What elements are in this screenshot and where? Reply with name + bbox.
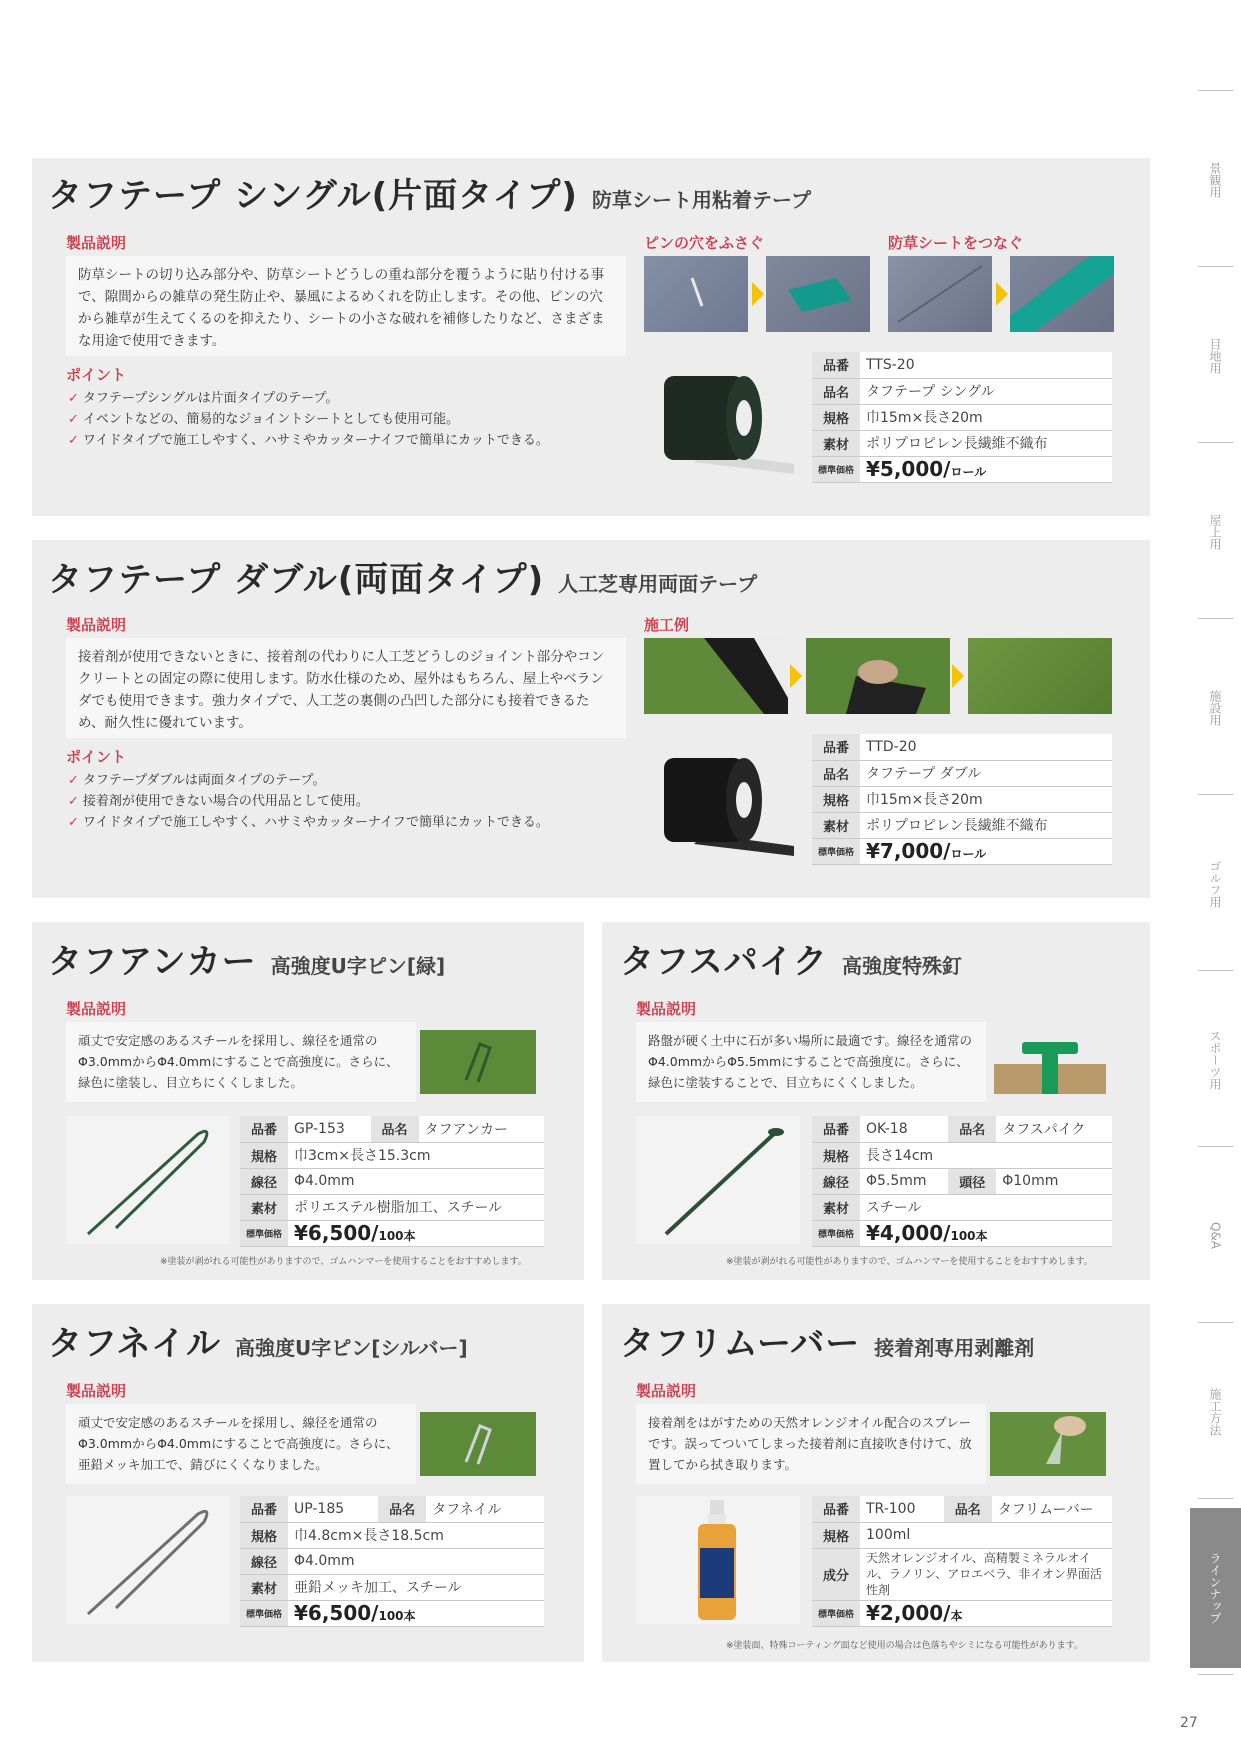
sidebar-divider xyxy=(1198,1498,1233,1499)
gp-grass-photo xyxy=(420,1030,536,1094)
spec-key: 素材 xyxy=(240,1574,288,1600)
ok-desc-label: 製品説明 xyxy=(636,1000,697,1018)
spec-key: 線径 xyxy=(240,1168,288,1194)
product-material: ポリプロピレン長繊維不織布 xyxy=(860,430,1112,456)
product-wire-diameter: Φ4.0mm xyxy=(288,1168,544,1194)
ttd-title: タフテープ ダブル(両面タイプ) xyxy=(48,560,545,600)
sheet-pin-photo xyxy=(644,256,748,332)
sidebar-divider xyxy=(1198,794,1233,795)
turf-tape-photo-3 xyxy=(968,638,1112,714)
sidebar-item-landscape[interactable]: 景観用 xyxy=(1208,162,1222,198)
gp-description: 頑丈で安定感のあるスチールを採用し、線径を通常のΦ3.0mmからΦ4.0mmにすることで高強度に。さらに、緑色に塗装し、目立ちにくくしました。 xyxy=(66,1022,416,1102)
tape-roll-graphic xyxy=(644,352,798,480)
category-sidebar xyxy=(1190,0,1241,1755)
up-pin-photo xyxy=(66,1496,230,1624)
pin-hole-graphic xyxy=(644,256,748,332)
up-subtitle: 高強度U字ピン[シルバー] xyxy=(234,1336,468,1360)
spray-graphic xyxy=(990,1412,1106,1476)
up-spec-table xyxy=(240,1496,544,1627)
sidebar-item-golf[interactable]: ゴルフ用 xyxy=(1208,860,1222,908)
spec-key: 標準価格 xyxy=(812,1220,860,1246)
spec-key: 品名 xyxy=(948,1116,996,1142)
tts-photo-label-2: 防草シートをつなぐ xyxy=(888,234,1024,252)
tape-over-seam-photo xyxy=(1010,256,1114,332)
product-name: タフリムーバー xyxy=(992,1496,1112,1522)
price-value: ¥6,500/ xyxy=(294,1221,379,1245)
product-code: GP-153 xyxy=(288,1116,371,1142)
product-wire-diameter: Φ5.5mm xyxy=(860,1168,948,1194)
ok-subtitle: 高強度特殊釘 xyxy=(841,954,962,978)
sidebar-item-lineup[interactable]: ラインナップ xyxy=(1190,1508,1241,1668)
turf-tape-photo-2 xyxy=(806,638,950,714)
price-value: ¥5,000/ xyxy=(866,457,951,481)
tr-spray-photo xyxy=(990,1412,1106,1476)
tr-subtitle: 接着剤専用剥離剤 xyxy=(874,1336,1035,1360)
product-price xyxy=(860,1220,1112,1246)
sidebar-item-installation[interactable]: 施工方法 xyxy=(1208,1388,1222,1436)
spec-key: 規格 xyxy=(812,786,860,812)
spec-key: 線径 xyxy=(240,1548,288,1574)
ttd-points xyxy=(68,770,628,833)
spec-key: 品名 xyxy=(812,378,860,404)
product-size: 巾15m×長さ20m xyxy=(860,404,1112,430)
spec-key: 規格 xyxy=(812,1522,860,1548)
price-value: ¥4,000/ xyxy=(866,1221,951,1245)
arrow-icon xyxy=(996,282,1008,306)
price-value: ¥6,500/ xyxy=(294,1601,379,1625)
gp-title: タフアンカー xyxy=(48,942,257,982)
arrow-icon xyxy=(952,664,964,688)
sidebar-item-sports[interactable]: スポーツ用 xyxy=(1208,1030,1222,1090)
sidebar-item-qa[interactable]: Q&A xyxy=(1208,1222,1223,1250)
page-number: 27 xyxy=(1180,1715,1198,1731)
spec-key: 品番 xyxy=(812,734,860,760)
product-wire-diameter: Φ4.0mm xyxy=(288,1548,544,1574)
sidebar-divider xyxy=(1198,970,1233,971)
tape-roll-graphic xyxy=(644,734,798,862)
spec-key: 素材 xyxy=(812,430,860,456)
spec-key: 品番 xyxy=(240,1116,288,1142)
gp-pin-photo xyxy=(66,1116,230,1244)
ok-note: ※塗装が剥がれる可能性がありますので、ゴムハンマーを使用することをおすすめします。 xyxy=(726,1257,1093,1267)
sidebar-divider xyxy=(1198,1322,1233,1323)
product-material: 亜鉛メッキ加工、スチール xyxy=(288,1574,544,1600)
product-code: TR-100 xyxy=(860,1496,944,1522)
ttd-point: ✓ タフテープダブルは両面タイプのテープ。 xyxy=(68,770,628,791)
u-pin-graphic xyxy=(66,1116,230,1244)
product-size: 100ml xyxy=(860,1522,1112,1548)
up-title-row xyxy=(48,1316,468,1365)
spec-key: 標準価格 xyxy=(812,1600,860,1626)
spec-key: 頭径 xyxy=(948,1168,996,1194)
spec-key: 素材 xyxy=(812,1194,860,1220)
product-name: タフアンカー xyxy=(419,1116,545,1142)
spec-key: 品名 xyxy=(944,1496,992,1522)
up-title: タフネイル xyxy=(48,1324,221,1364)
spike-ground-graphic xyxy=(990,1024,1110,1096)
product-price xyxy=(860,838,1112,864)
tr-spec-table xyxy=(812,1496,1112,1627)
spec-key: 線径 xyxy=(812,1168,860,1194)
up-description: 頑丈で安定感のあるスチールを採用し、線径を通常のΦ3.0mmからΦ4.0mmにすることで高強度に。さらに、亜鉛メッキ加工で、錆びにくくなりました。 xyxy=(66,1404,416,1484)
sidebar-divider xyxy=(1198,1146,1233,1147)
product-head-diameter: Φ10mm xyxy=(996,1168,1112,1194)
seam-graphic xyxy=(888,256,992,332)
tr-description: 接着剤をはがすための天然オレンジオイル配合のスプレーです。誤ってついてしまった接着剤に直接吹き付けて、放置してから拭き取ります。 xyxy=(636,1404,986,1484)
spec-key: 規格 xyxy=(240,1142,288,1168)
product-price xyxy=(288,1600,544,1626)
ok-spike-diagram xyxy=(990,1024,1110,1096)
gp-spec-table xyxy=(240,1116,544,1247)
sidebar-item-rooftop[interactable]: 屋上用 xyxy=(1208,514,1222,550)
product-code: OK-18 xyxy=(860,1116,948,1142)
product-name: タフテープ ダブル xyxy=(860,760,1112,786)
tts-roll-photo xyxy=(644,352,798,480)
sidebar-item-joint[interactable]: 目地用 xyxy=(1208,338,1222,374)
product-name: タフスパイク xyxy=(996,1116,1112,1142)
spec-key: 素材 xyxy=(240,1194,288,1220)
tts-title-row xyxy=(48,168,811,217)
sidebar-divider xyxy=(1198,1674,1233,1675)
product-material: ポリプロピレン長繊維不織布 xyxy=(860,812,1112,838)
spec-key: 標準価格 xyxy=(240,1220,288,1246)
spec-key: 品名 xyxy=(371,1116,419,1142)
spike-graphic xyxy=(636,1116,800,1244)
tts-spec-table xyxy=(812,352,1112,483)
gp-desc-label: 製品説明 xyxy=(66,1000,127,1018)
tr-title-row xyxy=(620,1316,1034,1365)
spec-key: 品番 xyxy=(812,1116,860,1142)
gp-title-row xyxy=(48,934,445,983)
product-size: 巾15m×長さ20m xyxy=(860,786,1112,812)
tts-desc-label: 製品説明 xyxy=(66,234,127,252)
tts-point: ✓ イベントなどの、簡易的なジョイントシートとしても使用可能。 xyxy=(68,409,628,430)
sidebar-divider xyxy=(1198,618,1233,619)
ttd-spec-table xyxy=(812,734,1112,865)
sidebar-item-facility[interactable]: 施設用 xyxy=(1208,690,1222,726)
price-unit: 100本 xyxy=(378,1609,416,1623)
product-material: スチール xyxy=(860,1194,1112,1220)
spec-key: 品名 xyxy=(812,760,860,786)
silver-pin-graphic xyxy=(420,1412,536,1476)
spec-key: 品番 xyxy=(812,352,860,378)
tts-title: タフテープ シングル(片面タイプ) xyxy=(48,176,578,216)
tr-note: ※塗装面、特殊コーティング面など使用の場合は色落ちやシミになる可能性があります。 xyxy=(726,1641,1083,1651)
product-ingredients: 天然オレンジオイル、高精製ミネラルオイル、ラノリン、アロエベラ、非イオン界面活性剤 xyxy=(860,1548,1112,1600)
ttd-title-row xyxy=(48,552,757,601)
up-desc-label: 製品説明 xyxy=(66,1382,127,1400)
tr-bottle-photo xyxy=(636,1496,800,1624)
up-grass-photo xyxy=(420,1412,536,1476)
tts-point: ✓ タフテープシングルは片面タイプのテープ。 xyxy=(68,388,628,409)
arrow-icon xyxy=(790,664,802,688)
ok-title: タフスパイク xyxy=(620,942,828,982)
sheet-seam-photo xyxy=(888,256,992,332)
spec-key: 標準価格 xyxy=(812,838,860,864)
gp-subtitle: 高強度U字ピン[緑] xyxy=(270,954,446,978)
product-price xyxy=(860,1600,1112,1626)
price-value: ¥2,000/ xyxy=(866,1601,951,1625)
arrow-icon xyxy=(752,282,764,306)
product-size: 巾3cm×長さ15.3cm xyxy=(288,1142,544,1168)
product-size: 長さ14cm xyxy=(860,1142,1112,1168)
ttd-subtitle: 人工芝専用両面テープ xyxy=(558,572,758,596)
tts-photo-label-1: ピンの穴をふさぐ xyxy=(644,234,765,252)
spec-key: 素材 xyxy=(812,812,860,838)
ttd-point: ✓ 接着剤が使用できない場合の代用品として使用。 xyxy=(68,791,628,812)
price-unit: 100本 xyxy=(378,1229,416,1243)
product-material: ポリエステル樹脂加工、スチール xyxy=(288,1194,544,1220)
tape-patch-graphic xyxy=(766,256,870,332)
sidebar-divider xyxy=(1198,442,1233,443)
product-price xyxy=(288,1220,544,1246)
price-unit: ロール xyxy=(950,847,987,861)
ttd-point: ✓ ワイドタイプで施工しやすく、ハサミやカッターナイフで簡単にカットできる。 xyxy=(68,812,628,833)
price-value: ¥7,000/ xyxy=(866,839,951,863)
product-name: タフネイル xyxy=(426,1496,544,1522)
sidebar-divider xyxy=(1198,266,1233,267)
product-size: 巾4.8cm×長さ18.5cm xyxy=(288,1522,544,1548)
tr-desc-label: 製品説明 xyxy=(636,1382,697,1400)
gp-note: ※塗装が剥がれる可能性がありますので、ゴムハンマーを使用することをおすすめします。 xyxy=(160,1257,527,1267)
spec-key: 標準価格 xyxy=(240,1600,288,1626)
product-code: TTS-20 xyxy=(860,352,1112,378)
ttd-roll-photo xyxy=(644,734,798,862)
spec-key: 標準価格 xyxy=(812,456,860,482)
ttd-description: 接着剤が使用できないときに、接着剤の代わりに人工芝どうしのジョイント部分やコンクリートとの固定の際に使用します。防水仕様のため、屋外はもちろん、屋上やベランダでも使用できます。強力タイプで、人工芝の裏側の凸凹した部分にも接着できるため、耐久性に優れています。 xyxy=(66,638,626,738)
product-code: UP-185 xyxy=(288,1496,378,1522)
sidebar-divider xyxy=(1198,90,1233,91)
ok-description: 路盤が硬く土中に石が多い場所に最適です。線径を通常のΦ4.0mmからΦ5.5mmにすることで高強度に。さらに、緑色に塗装することで、目立ちにくくしました。 xyxy=(636,1022,986,1102)
tape-strip-graphic xyxy=(1010,256,1114,332)
price-unit: 100本 xyxy=(950,1229,988,1243)
ok-spike-photo xyxy=(636,1116,800,1244)
product-code: TTD-20 xyxy=(860,734,1112,760)
green-pin-graphic xyxy=(420,1030,536,1094)
tts-point-label: ポイント xyxy=(66,366,127,384)
spec-key: 品番 xyxy=(240,1496,288,1522)
ok-title-row xyxy=(620,934,962,983)
ttd-desc-label: 製品説明 xyxy=(66,616,127,634)
spec-key: 規格 xyxy=(812,1142,860,1168)
product-name: タフテープ シングル xyxy=(860,378,1112,404)
turf-tape-photo-1 xyxy=(644,638,788,714)
tts-points xyxy=(68,388,628,451)
tts-point: ✓ ワイドタイプで施工しやすく、ハサミやカッターナイフで簡単にカットできる。 xyxy=(68,430,628,451)
price-unit: 本 xyxy=(950,1609,963,1623)
spec-key: 成分 xyxy=(812,1548,860,1600)
spec-key: 規格 xyxy=(240,1522,288,1548)
spec-key: 品名 xyxy=(378,1496,426,1522)
ttd-point-label: ポイント xyxy=(66,748,127,766)
turf-lift-graphic xyxy=(806,638,950,714)
tape-over-pin-photo xyxy=(766,256,870,332)
spec-key: 品番 xyxy=(812,1496,860,1522)
turf-tape-graphic xyxy=(644,638,788,714)
product-price xyxy=(860,456,1112,482)
spray-bottle-graphic xyxy=(636,1496,800,1624)
ttd-photo-label: 施工例 xyxy=(644,616,690,634)
price-unit: ロール xyxy=(950,465,987,479)
tts-description: 防草シートの切り込み部分や、防草シートどうしの重ね部分を覆うように貼り付ける事で、隙間からの雑草の発生防止や、暴風によるめくれを防止します。その他、ピンの穴から雑草が生えてくるのを抑えたり、シートの小さな破れを補修したりなど、さまざまな用途で使用できます。 xyxy=(66,256,626,356)
ok-spec-table xyxy=(812,1116,1112,1247)
tr-title: タフリムーバー xyxy=(620,1324,861,1364)
spec-key: 規格 xyxy=(812,404,860,430)
tts-subtitle: 防草シート用粘着テープ xyxy=(591,188,811,212)
u-pin-graphic xyxy=(66,1496,230,1624)
